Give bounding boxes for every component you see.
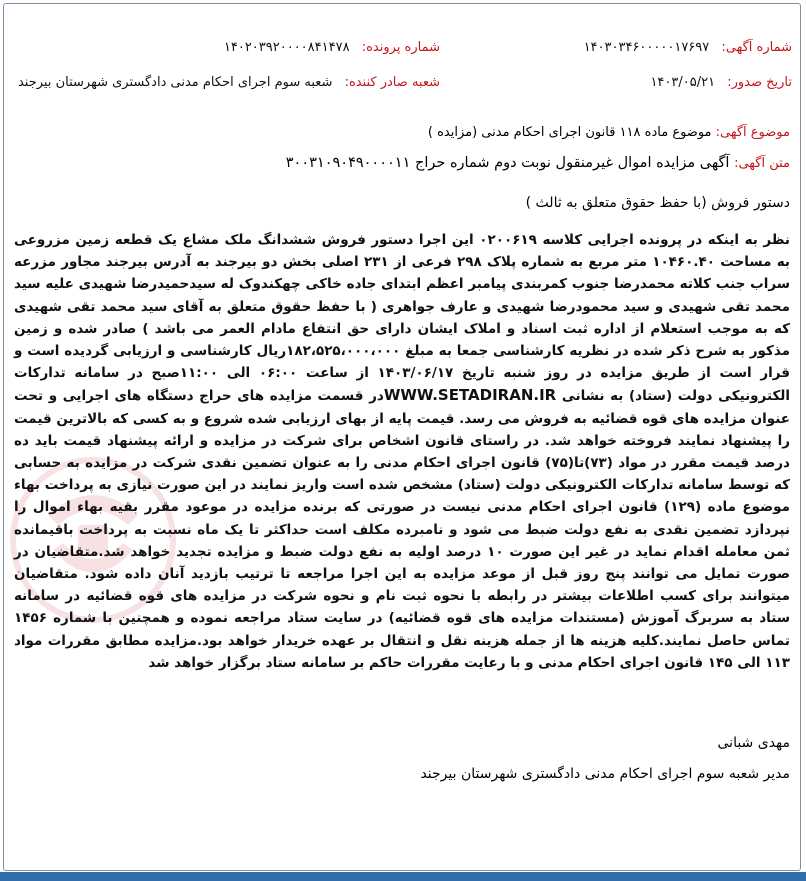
- ad-body-part1: نظر به اینکه در پرونده اجرایی کلاسه ۰۲۰۰۶۱۹ این اجرا دستور فروش ششدانگ ملک مشاع یک قطعه زمین مزروعی به مساحت ۱۰۴۶۰.۴۰ متر مربع به شماره پلاک ۲۹۸ فرعی از ۲۳۱ اصلی بخش دو بیرجند به آدرس بیرجند مجاور مزرعه سراب جنب کلاته محمدرضا جنوب کمربندی پیامبر اعظم ابتدای جاده خاکی چهکندوک له سیدحمیدرضا شهیدی علیه سید محمد تقی شهیدی و سید محمودرضا شهیدی و عارف جواهری ( با حفظ حقوق متعلق به آقای سید محمد تقی شهیدی که به موجب استعلام از اداره ثبت اسناد و املاک ایشان دارای حق انتفاع مادام العمر می باشد ) صادر شده و زمین مذکور به شرح ذکر شده در نظریه کارشناسی جمعا به مبلغ ۱۸۲،۵۲۵،۰۰۰،۰۰۰ریال کارشناسی و ارزیابی گردیده است و قرار است از طریق مزایده در روز شنبه تاریخ ۱۴۰۳/۰۶/۱۷ از ساعت ۰۶:۰۰ الی ۱۱:۰۰صبح در سامانه تدارکات الکترونیکی دولت (ستاد) به نشانی: [14, 232, 791, 405]
- case-number: [224, 40, 440, 55]
- ad-body-part2: در قسمت مزایده های حراج دستگاه های اجرایی و تحت عنوان مزایده های قوه قضائیه به فروش می رسد. قیمت پایه از بهای ارزیابی شده شروع و به کسی که بالاترین قیمت را پیشنهاد نمایند فروخته خواهد شد. در راستای قانون اشخاص برای شرکت در مزایده و ارائه پیشنهاد قیمت باید ده درصد قیمت مقرر در مواد (۷۳)تا(۷۵) قانون اجرای احکام مدنی را به عنوان تضمین نقدی شرکت در مزایده به حسابی که توسط سامانه تدارکات الکترونیکی دولت (ستاد) مشخص شده است واریز نمایند در این صورت نیازی به پرداخت بهاء موضوع ماده (۱۲۹) قانون اجرای احکام مدنی نیست در صورتی که برنده مزایده در موعود مقرر بقیه بهاء اموال را نپردازد تضمین نقدی به نفع دولت ضبط می شود و نامبرده مکلف است حداکثر تا یک ماه نسبت به پرداخت باقیمانده ثمن معامله اقدام نماید در غیر این صورت ۱۰ درصد اولیه به نفع دولت ضبط و مزایده تجدید خواهد شد.متقاضیان در صورت تمایل می توانند پنج روز قبل از موعد مزایده به این اجرا مراجعه تا ترتیب بازدید آنان داده شود. متقاضیان میتوانند برای کسب اطلاعات بیشتر در رابطه با نحوه ثبت نام و نحوه شرکت در مزایده های قوه قضائیه در سامانه ستاد به سربرگ آموزش (مستندات مزایده های قوه قضائیه) در سایت ستاد مراجعه نموده و همچنین با شماره ۱۴۵۶ تماس حاصل نمایند.کلیه هزینه ها از جمله هزینه نقل و انتقال بر عهده خریدار خواهد بود.مزایده مطابق مقررات مواد ۱۱۳ الی ۱۴۵ قانون اجرای احکام مدنی و با رعایت مقررات حاکم بر سامانه ستاد برگزار خواهد شد: [14, 388, 790, 671]
- case-number-value: ۱۴۰۲۰۳۹۲۰۰۰۰۸۴۱۴۷۸: [223, 40, 350, 55]
- issuer-label: شعبه صادر کننده:: [344, 75, 440, 90]
- ad-title-label: متن آگهی:: [734, 156, 790, 171]
- sales-order: دستور فروش (با حفظ حقوق متعلق به ثالث ): [525, 195, 790, 211]
- case-number-label: شماره پرونده:: [361, 40, 440, 55]
- subject-text: موضوع ماده ۱۱۸ قانون اجرای احکام مدنی (مزایده ): [427, 125, 712, 140]
- ad-title: [286, 155, 790, 171]
- issue-date-label: تاریخ صدور:: [727, 75, 792, 90]
- ad-number-label: شماره آگهی:: [721, 40, 792, 55]
- ad-number: [584, 40, 792, 55]
- ad-title-text: آگهی مزایده اموال غیرمنقول نوبت دوم شماره حراج ۳۰۰۳۱۰۹۰۴۹۰۰۰۰۱۱: [285, 155, 730, 171]
- issuer: [18, 75, 440, 90]
- issue-date: [650, 75, 792, 90]
- ad-subject: [428, 125, 790, 140]
- subject-label: موضوع آگهی:: [715, 125, 790, 140]
- signer-title: مدیر شعبه سوم اجرای احکام مدنی دادگستری شهرستان بیرجند: [420, 766, 790, 782]
- issuer-value: شعبه سوم اجرای احکام مدنی دادگستری شهرستان بیرجند: [17, 75, 333, 90]
- ad-number-value: ۱۴۰۳۰۳۴۶۰۰۰۰۰۱۷۶۹۷: [583, 40, 710, 55]
- bottom-strip: [0, 872, 806, 881]
- website-link[interactable]: WWW.SETADIRAN.IR: [383, 386, 557, 405]
- issue-date-value: ۱۴۰۳/۰۵/۲۱: [650, 75, 716, 90]
- signer-name: مهدی شبانی: [717, 735, 790, 751]
- ad-body: [14, 229, 790, 674]
